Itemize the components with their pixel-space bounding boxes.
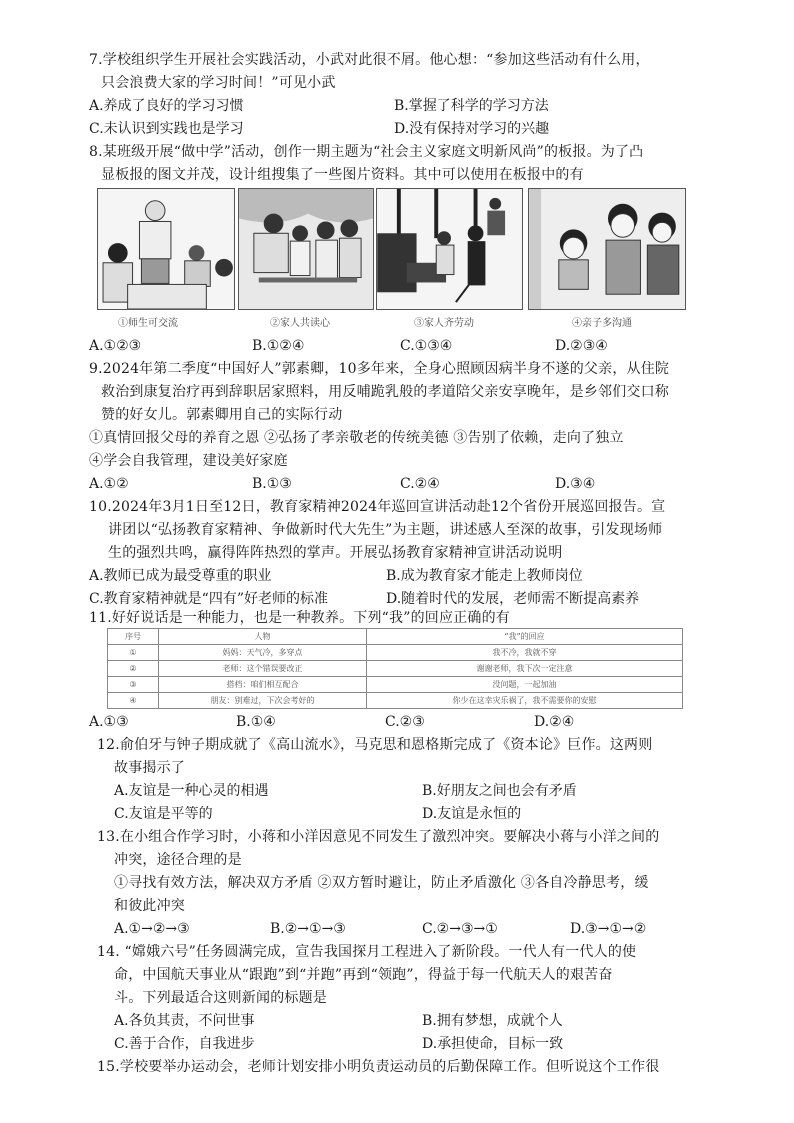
q7-option-d: D.没有保持对学习的兴趣 [394,121,550,137]
q9-option-d: D.③④ [555,476,596,492]
q14-stem-line1: 14. “嫦娥六号”任务圆满完成，宣告我国探月工程进入了新阶段。一代人有一代人的使 [97,944,637,960]
picture-family-reading [238,188,374,310]
table-cell-number: ③ [108,677,159,693]
picture-caption-4: ④亲子多沟通 [572,318,632,329]
q8-stem-line1: 8.某班级开展“做中学”活动，创作一期主题为“社会主义家庭文明新风尚”的板报。为了凸 [89,144,644,160]
q10-stem-line2: 讲团以“弘扬教育家精神、争做新时代大先生”为主题，讲述感人至深的故事，引发现场师 [108,522,663,538]
q10-option-c: C.教育家精神就是“四有”好老师的标准 [89,591,328,607]
q14-option-b: B.拥有梦想，成就个人 [422,1013,563,1029]
picture-caption-3: ③家人齐劳动 [414,318,474,329]
q9-option-c: C.②④ [400,476,440,492]
parent-child-illustration [529,189,685,309]
q8-option-b: B.①②④ [252,338,305,354]
picture-family-chores [376,188,523,310]
q10-option-a: A.教师已成为最受尊重的职业 [89,568,272,584]
q9-stem-line1: 9.2024年第二季度“中国好人”郭素卿，10多年来，全身心照顾因病半身不遂的父亲，从住院 [89,361,670,377]
table-cell-response: 没问题，一起加油 [367,677,683,693]
q13-option-c: C.②→③→① [422,921,498,937]
table-cell-number: ① [108,645,159,661]
table-cell-response: 我不冷，我就不穿 [367,645,683,661]
q14-stem-line2: 命，中国航天事业从“跟跑”到“并跑”再到“领跑”，得益于每一代航天人的艰苦奋 [114,967,613,983]
q11-option-b: B.①④ [236,714,276,730]
table-cell-response: 你少在这幸灾乐祸了，我不需要你的安慰 [367,693,683,709]
table-header-response: “我”的回应 [367,629,683,645]
q11-response-table [107,628,683,709]
q9-statements-line2: ④学会自我管理，建设美好家庭 [89,453,288,469]
q11-stem-line1: 11.好好说话是一种能力，也是一种教养。下列“我”的回应正确的有 [89,610,510,626]
q13-statements-line1: ①寻找有效方法，解决双方矛盾 ②双方暂时避让，防止矛盾激化 ③各自冷静思考，缓 [114,875,649,891]
q7-stem-line1: 7.学校组织学生开展社会实践活动，小武对此很不屑。他心想：“参加这些活动有什么用， [89,52,650,68]
table-cell-person: 妈妈：天气冷，多穿点 [159,645,367,661]
q9-statements-line1: ①真情回报父母的养育之恩 ②弘扬了孝亲敬老的传统美德 ③告别了依赖，走向了独立 [89,430,624,446]
q7-option-b: B.掌握了科学的学习方法 [394,98,549,114]
q7-option-c: C.未认识到实践也是学习 [89,121,244,137]
q12-stem-line2: 故事揭示了 [114,760,185,776]
table-row [108,693,683,709]
q14-option-d: D.承担使命，目标一致 [422,1036,564,1052]
q12-option-b: B.好朋友之间也会有矛盾 [422,783,577,799]
q8-option-c: C.①③④ [400,338,453,354]
teacher-student-illustration [98,189,234,309]
q13-stem-line1: 13.在小组合作学习时，小蒋和小洋因意见不同发生了激烈冲突。要解决小蒋与小洋之间的 [97,829,660,845]
q12-stem-line1: 12.俞伯牙与钟子期成就了《高山流水》，马克思和恩格斯完成了《资本论》巨作。这两则 [97,737,653,753]
q7-stem-line2: 只会浪费大家的学习时间！”可见小武 [101,75,336,91]
q14-option-c: C.善于合作，自我进步 [114,1036,255,1052]
q13-statements-line2: 和彼此冲突 [114,898,185,914]
table-cell-number: ② [108,661,159,677]
table-cell-number: ④ [108,693,159,709]
picture-teacher-student [97,188,235,310]
q15-stem-line1: 15.学校要举办运动会，老师计划安排小明负责运动员的后勤保障工作。但听说这个工作很 [97,1059,660,1075]
q12-option-c: C.友谊是平等的 [114,806,213,822]
q8-stem-line2: 显板报的图文并茂，设计组搜集了一些图片资料。其中可以使用在板报中的有 [101,167,584,183]
table-row [108,677,683,693]
table-cell-person: 搭档：咱们相互配合 [159,677,367,693]
family-chat-illustration [239,189,373,309]
q10-stem-line1: 10.2024年3月1日至12日，教育家精神2024年巡回宣讲活动赴12个省份开展巡回报告。宣 [89,499,666,515]
q11-option-a: A.①③ [89,714,129,730]
q13-stem-line2: 冲突，途径合理的是 [114,852,242,868]
q10-option-d: D.随着时代的发展，老师需不断提高素养 [386,591,640,607]
table-header-number: 序号 [108,629,159,645]
q10-stem-line3: 生的强烈共鸣，赢得阵阵热烈的掌声。开展弘扬教育家精神宣讲活动说明 [108,545,563,561]
q9-option-a: A.①② [89,476,129,492]
q9-stem-line3: 赞的好女儿。郭素卿用自己的实际行动 [101,407,343,423]
table-cell-response: 谢谢老师，我下次一定注意 [367,661,683,677]
q11-option-c: C.②③ [385,714,425,730]
q13-option-b: B.②→①→③ [270,921,346,937]
table-header-person: 人物 [159,629,367,645]
q14-option-a: A.各负其责，不问世事 [114,1013,255,1029]
q9-option-b: B.①③ [252,476,292,492]
q13-option-d: D.③→①→② [570,921,647,937]
picture-caption-1: ①师生可交流 [118,318,178,329]
q8-option-a: A.①②③ [89,338,142,354]
q12-option-a: A.友谊是一种心灵的相遇 [114,783,269,799]
q7-option-a: A.养成了良好的学习习惯 [89,98,244,114]
q9-stem-line2: 救治到康复治疗再到辞职居家照料，用反哺跪乳般的孝道陪父亲安享晚年，是乡邻们交口称 [101,384,669,400]
table-row [108,645,683,661]
q13-option-a: A.①→②→③ [114,921,190,937]
q8-option-d: D.②③④ [555,338,608,354]
q11-option-d: D.②④ [534,714,575,730]
picture-caption-2: ②家人共读心 [270,318,330,329]
picture-parent-child [528,188,686,310]
q14-stem-line3: 斗。下列最适合这则新闻的标题是 [114,990,327,1006]
q12-option-d: D.友谊是永恒的 [422,806,522,822]
table-cell-person: 老师：这个错误要改正 [159,661,367,677]
table-header-row [108,629,683,645]
table-row [108,661,683,677]
family-chores-illustration [377,189,522,309]
table-cell-person: 朋友：别难过，下次会考好的 [159,693,367,709]
q10-option-b: B.成为教育家才能走上教师岗位 [386,568,583,584]
